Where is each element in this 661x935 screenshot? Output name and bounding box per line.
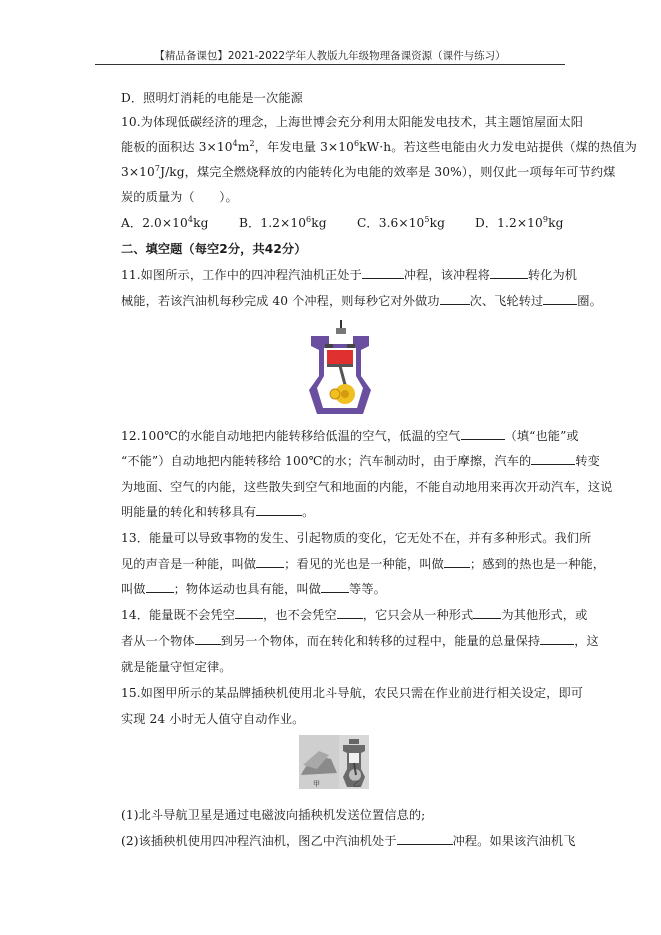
q13-blank-2 [444,555,470,568]
q15-sub1: (1)北斗导航卫星是通过电磁波向插秧机发送位置信息的; [121,808,426,822]
q13-line2: 见的声音是一种能，叫做 ；看见的光也是一种能，叫做 ；感到的热也是一种能， [121,557,606,571]
q11-line2: 械能，若该汽油机每秒完成 40 个冲程，则每秒它对外做功 次、飞轮转过 圈。 [121,294,602,308]
q14-blank-2 [337,606,363,619]
q14-line2: 者从一个物体 到另一个物体，而在转化和转移的过程中，能量的总量保持 ，这 [121,634,599,648]
q14-blank-1 [235,606,263,619]
q12-blank-3 [256,503,302,516]
q12-blank-1 [461,427,505,440]
q10-line4: 炭的质量为（ ）。 [121,190,238,204]
q12-line4: 明能量的转化和转移具有 。 [121,505,315,519]
rice-transplanter-figure [299,735,369,789]
q13-blank-4 [321,580,349,593]
engine-figure [305,318,375,418]
q15-blank-1 [397,832,453,845]
q11-blank-4 [543,292,577,305]
q13-line3: 叫做 ；物体运动也具有能，叫做 等等。 [121,582,386,596]
q11-blank-3 [440,292,470,305]
q11-line1: 11.如图所示，工作中的四冲程汽油机正处于 冲程，该冲程将 转化为机 [121,268,578,282]
q14-line3: 就是能量守恒定律。 [121,660,232,674]
figure-label-jia: 甲 [313,780,320,788]
q11-blank-2 [490,266,528,279]
q10-line2: 能板的面积达 $3\times 10^4m^2$，年发电量 $3\times 10^6kW\cdot h$。若这些电能由火力发电站提供（煤的热值为 [121,138,637,154]
q13-line1: 13．能量可以导致事物的发生、引起物质的变化，它无处不在，并有多种形式。我们所 [121,531,592,545]
q11-blank-1 [362,266,404,279]
q14-line1: 14．能量既不会凭空 ，也不会凭空 ，它只会从一种形式 为其他形式，或 [121,608,588,622]
q14-blank-5 [540,632,574,645]
q12-blank-2 [531,452,575,465]
q15-line2: 实现 24 小时无人值守自动作业。 [121,712,305,726]
q12-line1: 12.100℃的水能自动地把内能转移给低温的空气，低温的空气 （填“也能”或 [121,429,579,443]
q10-option-c: C．$3.6\times 10^5kg$ [357,214,446,230]
q12-line3: 为地面、空气的内能，这些散失到空气和地面的内能，不能自动地用来再次开动汽车，这说 [121,480,613,494]
q15-sub2: (2)该插秧机使用四冲程汽油机，图乙中汽油机处于 冲程。如果该汽油机飞 [121,834,576,848]
q14-blank-4 [195,632,221,645]
q10-line3: $3\times 10^7J/kg$，煤完全燃烧释放的内能转化为电能的效率是 30%），则仅此一项每年可节约煤 [121,163,616,179]
q10-option-d: D．$1.2\times 10^9kg$ [475,214,564,230]
figure-label-yi: 乙 [353,780,360,788]
q12-line2: “不能”）自动地把内能转移给 100℃的水；汽车制动时，由于摩擦，汽车的 转变 [121,454,600,468]
q9-option-d: D．照明灯消耗的电能是一次能源 [121,91,303,105]
section-2-title: 二、填空题（每空2分，共42分） [121,242,307,256]
q13-blank-3 [146,580,174,593]
q10-option-b: B．$1.2\times 10^6kg$ [239,214,327,230]
q10-line1: 10.为体现低碳经济的理念，上海世博会充分利用太阳能发电技术，其主题馆屋面太阳 [121,115,584,129]
q15-line1: 15.如图甲所示的某品牌插秧机使用北斗导航，农民只需在作业前进行相关设定，即可 [121,686,584,700]
header-rule [95,64,565,65]
q10-option-a: A．$2.0\times 10^4kg$ [121,214,209,230]
q10-options [121,214,563,231]
page-header: 【精品备课包】2021-2022学年人教版九年级物理备课资源（课件与练习） [154,50,506,62]
q14-blank-3 [473,606,501,619]
q13-blank-1 [256,555,284,568]
